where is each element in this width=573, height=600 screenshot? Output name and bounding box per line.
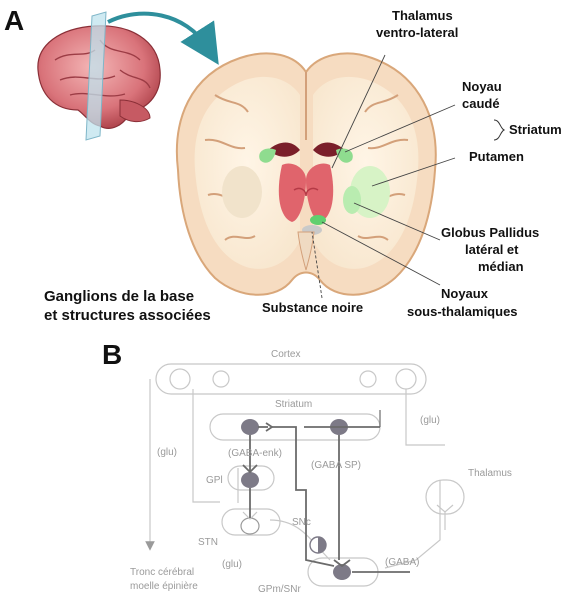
striatum-brace xyxy=(494,120,504,140)
label-glu-right: (glu) xyxy=(420,415,441,426)
panel-b-letter: B xyxy=(102,339,123,370)
label-lateral-et: latéral et xyxy=(465,242,519,257)
label-median: médian xyxy=(478,259,524,274)
label-thalamus-b: Thalamus xyxy=(468,468,512,479)
neuron-gpm-snr xyxy=(333,560,351,580)
label-noyau: Noyau xyxy=(462,79,502,94)
label-ventro-lateral: ventro-lateral xyxy=(376,25,459,40)
label-substance-noire: Substance noire xyxy=(262,300,364,315)
label-putamen: Putamen xyxy=(469,149,524,164)
label-caude: caudé xyxy=(462,96,500,111)
cortex-block xyxy=(156,364,426,394)
label-snc: SNc xyxy=(292,517,311,528)
label-thalamus: Thalamus xyxy=(392,8,453,23)
label-globus-pallidus: Globus Pallidus xyxy=(441,225,540,240)
label-gaba-sp: (GABA SP) xyxy=(311,460,362,471)
label-sous-thalamiques: sous-thalamiques xyxy=(407,304,518,319)
label-gpl: GPl xyxy=(206,475,223,486)
panel-a-letter: A xyxy=(4,5,25,36)
brain-side-view-illustration xyxy=(38,12,160,140)
caption-line-1: Ganglions de la base xyxy=(44,288,195,305)
label-cortex: Cortex xyxy=(271,349,301,360)
caption-line-2: et structures associées xyxy=(44,307,211,324)
label-tronc-cerebral: Tronc cérébral xyxy=(130,567,195,578)
label-stn: STN xyxy=(198,537,218,548)
label-glu-bottom: (glu) xyxy=(222,559,243,570)
label-gaba: (GABA) xyxy=(385,557,420,568)
label-noyaux: Noyaux xyxy=(441,286,488,301)
label-striatum-a: Striatum xyxy=(509,122,562,137)
thalamus-block xyxy=(426,480,464,514)
neuron-striatum-enk xyxy=(241,419,272,435)
label-moelle-epiniere: moelle épinière xyxy=(130,581,198,592)
label-glu-left: (glu) xyxy=(157,447,178,458)
gaba-pathways xyxy=(250,410,410,572)
neuron-snc xyxy=(310,537,326,553)
coronal-section-illustration xyxy=(177,53,436,294)
label-gaba-enk: (GABA-enk) xyxy=(228,448,282,459)
label-gpm-snr: GPm/SNr xyxy=(258,584,301,595)
label-striatum-b: Striatum xyxy=(275,399,313,410)
